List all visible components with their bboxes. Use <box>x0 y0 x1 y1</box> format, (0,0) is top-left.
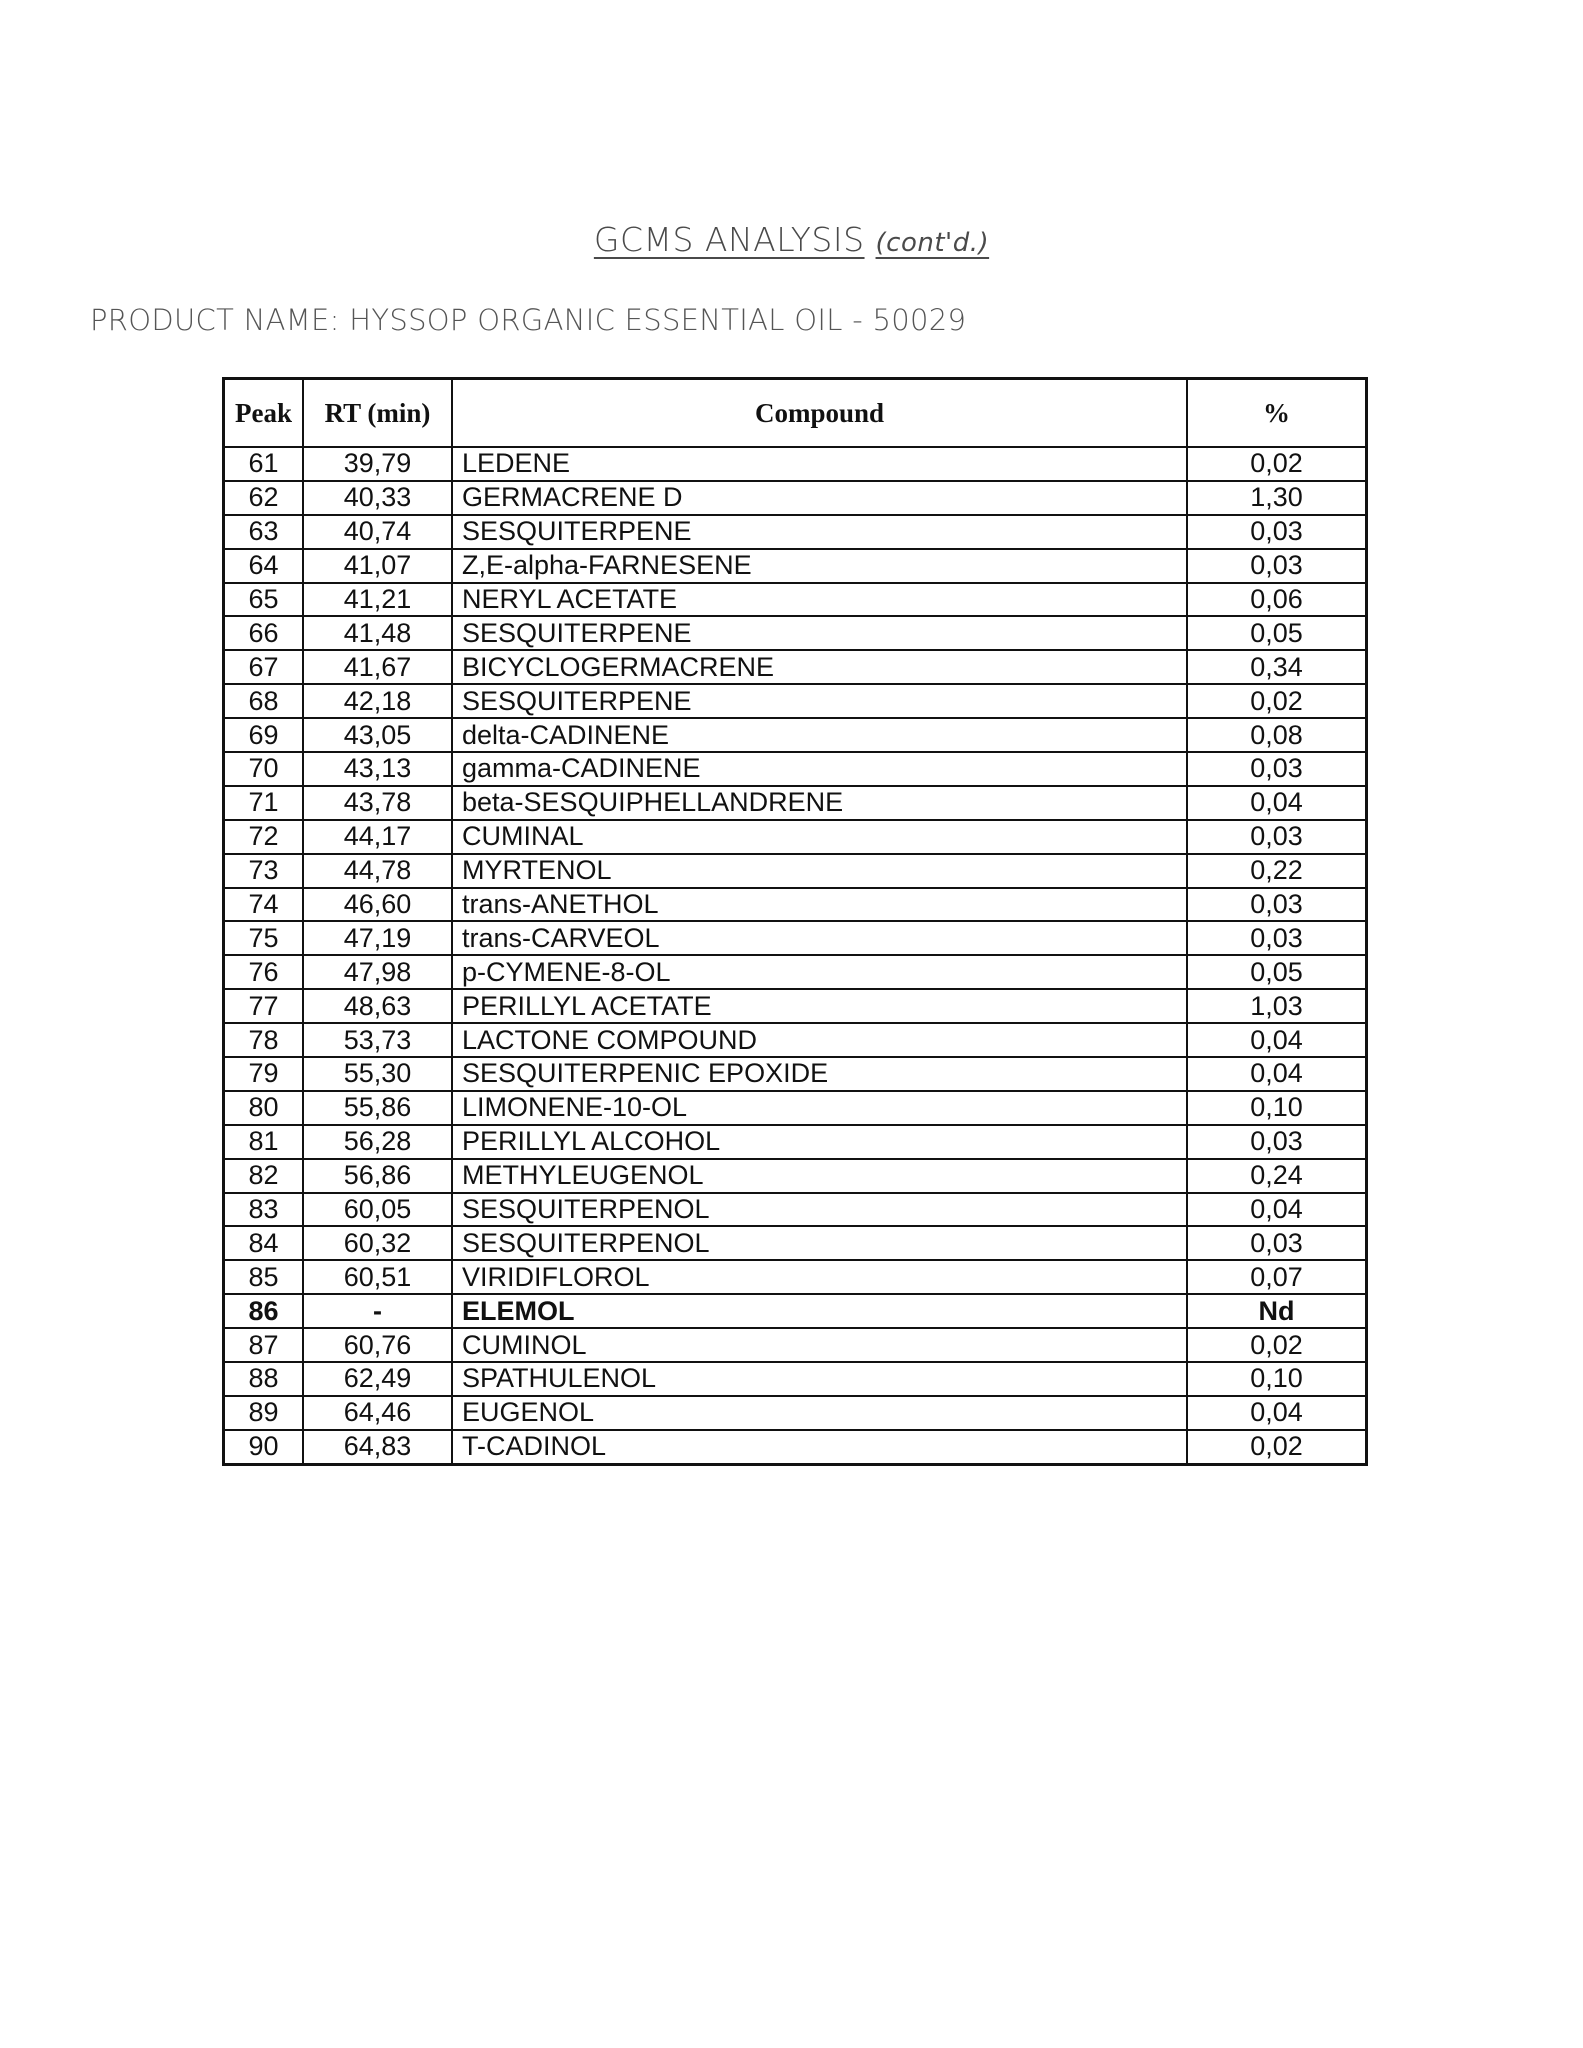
cell-compound: delta-CADINENE <box>452 718 1187 752</box>
cell-percent: 0,04 <box>1187 1023 1367 1057</box>
cell-compound: LACTONE COMPOUND <box>452 1023 1187 1057</box>
cell-compound: PERILLYL ACETATE <box>452 989 1187 1023</box>
cell-compound: SPATHULENOL <box>452 1362 1187 1396</box>
table-row <box>224 1159 1367 1193</box>
cell-compound: p-CYMENE-8-OL <box>452 955 1187 989</box>
cell-compound: MYRTENOL <box>452 854 1187 888</box>
cell-compound: PERILLYL ALCOHOL <box>452 1125 1187 1159</box>
cell-peak: 76 <box>224 955 304 989</box>
table-row <box>224 1396 1367 1430</box>
table-row <box>224 955 1367 989</box>
cell-peak: 62 <box>224 481 304 515</box>
cell-rt: 56,28 <box>303 1125 452 1159</box>
column-header-rt: RT (min) <box>303 379 452 448</box>
title-text: GCMS ANALYSIS <box>593 220 865 259</box>
cell-compound: EUGENOL <box>452 1396 1187 1430</box>
cell-rt: 60,51 <box>303 1260 452 1294</box>
cell-peak: 65 <box>224 583 304 617</box>
cell-rt: 44,17 <box>303 820 452 854</box>
table-row <box>224 854 1367 888</box>
table-row <box>224 1226 1367 1260</box>
cell-percent: 0,03 <box>1187 752 1367 786</box>
cell-percent: Nd <box>1187 1294 1367 1328</box>
cell-percent: 0,04 <box>1187 1193 1367 1227</box>
cell-percent: 0,34 <box>1187 650 1367 684</box>
cell-percent: 0,10 <box>1187 1362 1367 1396</box>
cell-rt: 43,78 <box>303 786 452 820</box>
cell-rt: 60,32 <box>303 1226 452 1260</box>
cell-percent: 0,08 <box>1187 718 1367 752</box>
table-row <box>224 1260 1367 1294</box>
cell-percent: 0,06 <box>1187 583 1367 617</box>
cell-percent: 0,03 <box>1187 1226 1367 1260</box>
table-row <box>224 1057 1367 1091</box>
cell-rt: 55,86 <box>303 1091 452 1125</box>
cell-rt: 41,07 <box>303 549 452 583</box>
column-header-peak: Peak <box>224 379 304 448</box>
cell-compound: BICYCLOGERMACRENE <box>452 650 1187 684</box>
cell-percent: 0,05 <box>1187 955 1367 989</box>
cell-peak: 71 <box>224 786 304 820</box>
cell-compound: SESQUITERPENOL <box>452 1193 1187 1227</box>
cell-percent: 0,07 <box>1187 1260 1367 1294</box>
cell-peak: 68 <box>224 684 304 718</box>
cell-rt: 47,98 <box>303 955 452 989</box>
cell-percent: 0,03 <box>1187 921 1367 955</box>
table-row <box>224 921 1367 955</box>
cell-rt: 43,05 <box>303 718 452 752</box>
cell-rt: 40,74 <box>303 515 452 549</box>
table-row <box>224 718 1367 752</box>
cell-percent: 0,03 <box>1187 515 1367 549</box>
cell-peak: 70 <box>224 752 304 786</box>
cell-percent: 1,30 <box>1187 481 1367 515</box>
cell-peak: 78 <box>224 1023 304 1057</box>
cell-percent: 0,04 <box>1187 1396 1367 1430</box>
cell-percent: 0,03 <box>1187 820 1367 854</box>
cell-rt: 56,86 <box>303 1159 452 1193</box>
cell-peak: 73 <box>224 854 304 888</box>
table-row <box>224 650 1367 684</box>
gcms-table <box>222 377 1368 1466</box>
document-title <box>0 220 1583 259</box>
cell-compound: LEDENE <box>452 447 1187 481</box>
cell-rt: 43,13 <box>303 752 452 786</box>
cell-peak: 81 <box>224 1125 304 1159</box>
cell-rt: 60,05 <box>303 1193 452 1227</box>
cell-compound: LIMONENE-10-OL <box>452 1091 1187 1125</box>
table-row <box>224 515 1367 549</box>
cell-peak: 80 <box>224 1091 304 1125</box>
cell-compound: gamma-CADINENE <box>452 752 1187 786</box>
cell-rt: 53,73 <box>303 1023 452 1057</box>
table-row <box>224 820 1367 854</box>
table-body <box>224 447 1367 1464</box>
table-row <box>224 1430 1367 1464</box>
table-row <box>224 888 1367 922</box>
cell-compound: SESQUITERPENE <box>452 616 1187 650</box>
cell-peak: 77 <box>224 989 304 1023</box>
table-row <box>224 989 1367 1023</box>
cell-peak: 69 <box>224 718 304 752</box>
table-row <box>224 583 1367 617</box>
cell-peak: 89 <box>224 1396 304 1430</box>
cell-peak: 88 <box>224 1362 304 1396</box>
cell-percent: 0,02 <box>1187 1328 1367 1362</box>
cell-peak: 61 <box>224 447 304 481</box>
cell-percent: 0,02 <box>1187 1430 1367 1464</box>
table-row <box>224 1125 1367 1159</box>
cell-percent: 0,10 <box>1187 1091 1367 1125</box>
cell-percent: 0,05 <box>1187 616 1367 650</box>
cell-compound: METHYLEUGENOL <box>452 1159 1187 1193</box>
cell-compound: T-CADINOL <box>452 1430 1187 1464</box>
cell-peak: 72 <box>224 820 304 854</box>
cell-compound: ELEMOL <box>452 1294 1187 1328</box>
cell-percent: 0,03 <box>1187 888 1367 922</box>
cell-rt: 41,67 <box>303 650 452 684</box>
cell-compound: SESQUITERPENOL <box>452 1226 1187 1260</box>
cell-rt: 62,49 <box>303 1362 452 1396</box>
cell-peak: 85 <box>224 1260 304 1294</box>
cell-percent: 0,02 <box>1187 447 1367 481</box>
cell-peak: 86 <box>224 1294 304 1328</box>
title-suffix: (cont'd.) <box>875 228 990 258</box>
table-row <box>224 616 1367 650</box>
cell-peak: 90 <box>224 1430 304 1464</box>
cell-rt: 64,46 <box>303 1396 452 1430</box>
cell-rt: 48,63 <box>303 989 452 1023</box>
cell-peak: 82 <box>224 1159 304 1193</box>
cell-rt: 46,60 <box>303 888 452 922</box>
cell-compound: VIRIDIFLOROL <box>452 1260 1187 1294</box>
cell-percent: 0,02 <box>1187 684 1367 718</box>
cell-compound: SESQUITERPENE <box>452 684 1187 718</box>
cell-rt: 41,48 <box>303 616 452 650</box>
table-row <box>224 786 1367 820</box>
cell-rt: 55,30 <box>303 1057 452 1091</box>
cell-compound: Z,E-alpha-FARNESENE <box>452 549 1187 583</box>
cell-compound: trans-ANETHOL <box>452 888 1187 922</box>
cell-rt: 42,18 <box>303 684 452 718</box>
cell-compound: SESQUITERPENIC EPOXIDE <box>452 1057 1187 1091</box>
table-header-row <box>224 379 1367 448</box>
table-row <box>224 1193 1367 1227</box>
cell-peak: 64 <box>224 549 304 583</box>
cell-percent: 0,22 <box>1187 854 1367 888</box>
cell-percent: 0,04 <box>1187 786 1367 820</box>
table-row <box>224 752 1367 786</box>
cell-rt: 60,76 <box>303 1328 452 1362</box>
table-row <box>224 1091 1367 1125</box>
cell-peak: 66 <box>224 616 304 650</box>
table-row <box>224 1023 1367 1057</box>
table-row <box>224 1328 1367 1362</box>
cell-percent: 0,04 <box>1187 1057 1367 1091</box>
cell-rt: 44,78 <box>303 854 452 888</box>
cell-rt: - <box>303 1294 452 1328</box>
cell-peak: 74 <box>224 888 304 922</box>
cell-peak: 83 <box>224 1193 304 1227</box>
table-row <box>224 1362 1367 1396</box>
cell-rt: 64,83 <box>303 1430 452 1464</box>
cell-compound: trans-CARVEOL <box>452 921 1187 955</box>
cell-percent: 1,03 <box>1187 989 1367 1023</box>
cell-rt: 41,21 <box>303 583 452 617</box>
table-row <box>224 684 1367 718</box>
cell-compound: NERYL ACETATE <box>452 583 1187 617</box>
cell-peak: 79 <box>224 1057 304 1091</box>
column-header-compound: Compound <box>452 379 1187 448</box>
cell-percent: 0,03 <box>1187 1125 1367 1159</box>
column-header-percent: % <box>1187 379 1367 448</box>
cell-compound: CUMINAL <box>452 820 1187 854</box>
cell-peak: 87 <box>224 1328 304 1362</box>
cell-compound: SESQUITERPENE <box>452 515 1187 549</box>
cell-compound: GERMACRENE D <box>452 481 1187 515</box>
cell-peak: 84 <box>224 1226 304 1260</box>
cell-peak: 63 <box>224 515 304 549</box>
cell-percent: 0,24 <box>1187 1159 1367 1193</box>
table-row <box>224 447 1367 481</box>
product-name: PRODUCT NAME: HYSSOP ORGANIC ESSENTIAL OIL - 50029 <box>90 303 967 337</box>
cell-rt: 39,79 <box>303 447 452 481</box>
cell-peak: 67 <box>224 650 304 684</box>
cell-compound: beta-SESQUIPHELLANDRENE <box>452 786 1187 820</box>
cell-rt: 40,33 <box>303 481 452 515</box>
cell-compound: CUMINOL <box>452 1328 1187 1362</box>
table-row <box>224 1294 1367 1328</box>
table-row <box>224 481 1367 515</box>
cell-rt: 47,19 <box>303 921 452 955</box>
cell-peak: 75 <box>224 921 304 955</box>
table-row <box>224 549 1367 583</box>
cell-percent: 0,03 <box>1187 549 1367 583</box>
